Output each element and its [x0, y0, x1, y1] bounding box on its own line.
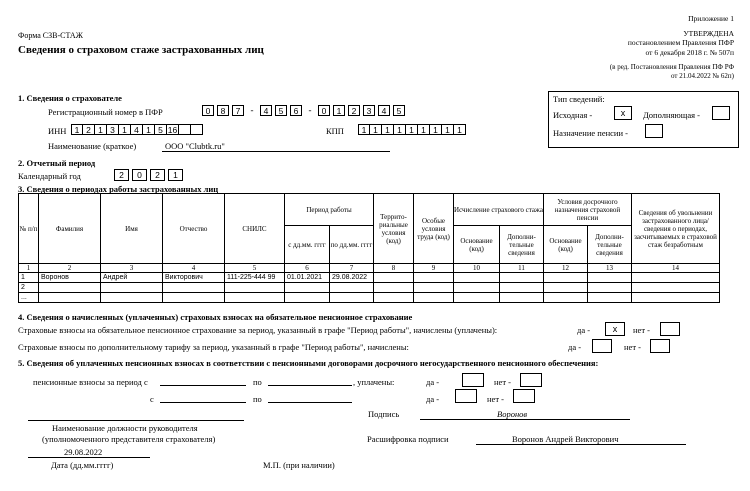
reg-number-label: Регистрационный номер в ПФР	[48, 107, 163, 117]
column-number: 6	[285, 264, 330, 273]
s5-yes-checkbox-1[interactable]	[462, 373, 484, 387]
page-title: Сведения о страховом стаже застрахованных лиц	[18, 44, 264, 56]
table-cell[interactable]	[39, 283, 101, 293]
column-numbers-row	[19, 264, 720, 273]
table-cell[interactable]: Андрей	[101, 273, 163, 283]
col-early-basis: Основание (код)	[544, 226, 588, 264]
inn-digit-cell: 5	[155, 124, 167, 135]
table-cell[interactable]	[588, 293, 632, 303]
section4-line1: Страховые взносы на обязательное пенсионное страхование за период, указанный в графе "Период работы", начислены (уплачены):	[18, 325, 498, 335]
table-cell[interactable]	[544, 273, 588, 283]
inn-digit-cell: 16	[167, 125, 178, 135]
info-pension-label: Назначение пенсии -	[553, 128, 628, 138]
s4-line1-yes-checkbox[interactable]: x	[605, 322, 625, 336]
col-early: Условия досрочного назначения страховой пенсии	[544, 194, 632, 226]
column-number: 13	[588, 264, 632, 273]
inn-digit-cell: 1	[95, 124, 107, 135]
col-from: с дд.мм. гггг	[285, 226, 330, 264]
inn-field[interactable]	[71, 124, 203, 135]
table-cell[interactable]	[285, 293, 330, 303]
kpp-field[interactable]	[358, 124, 466, 135]
table-cell[interactable]: ...	[19, 293, 39, 303]
decode-value[interactable]: Воронов Андрей Викторович	[512, 434, 619, 444]
date-label: Дата (дд.мм.гггг)	[51, 460, 114, 470]
inn-digit-cell: 1	[119, 124, 131, 135]
s4-line2-no-label: нет -	[624, 342, 641, 352]
section5-heading: 5. Сведения об уплаченных пенсионных взносах в соответствии с пенсионными договорами досрочного негосударственного пенсионного обеспечения:	[18, 358, 599, 368]
org-name-value[interactable]: ООО "Clubtk.ru"	[165, 141, 225, 151]
s5-yes-checkbox-2[interactable]	[455, 389, 477, 403]
s5-to-input-1[interactable]	[268, 385, 352, 386]
section2-heading: 2. Отчетный период	[18, 158, 96, 168]
col-snils: СНИЛС	[225, 194, 285, 264]
s5-no-checkbox-2[interactable]	[513, 389, 535, 403]
stamp-label: М.П. (при наличии)	[263, 460, 335, 470]
work-periods-table	[18, 193, 720, 303]
inn-digit-cell: 2	[83, 124, 95, 135]
kpp-digit-cell: 1	[394, 124, 406, 135]
year-digit-cell: 2	[150, 169, 165, 181]
table-cell[interactable]	[101, 293, 163, 303]
table-cell[interactable]: 2	[19, 283, 39, 293]
table-cell[interactable]	[101, 283, 163, 293]
col-calc-basis: Основание (код)	[454, 226, 500, 264]
section4-line2: Страховые взносы по дополнительному тарифу за период, указанный в графе "Период работы", начислены:	[18, 342, 409, 352]
year-field[interactable]	[114, 169, 186, 181]
kpp-digit-cell: 1	[406, 124, 418, 135]
table-cell[interactable]	[454, 273, 500, 283]
reg-digit-cell: 1	[333, 105, 345, 116]
position-label: Наименование должности руководителя	[52, 423, 198, 433]
info-additional-label: Дополняющая -	[643, 110, 700, 120]
table-cell[interactable]	[225, 283, 285, 293]
section1-heading: 1. Сведения о страхователе	[18, 93, 122, 103]
kpp-digit-cell: 1	[370, 124, 382, 135]
table-cell[interactable]	[632, 273, 720, 283]
table-cell[interactable]	[414, 273, 454, 283]
kpp-digit-cell: 1	[358, 124, 370, 135]
table-cell[interactable]	[330, 293, 374, 303]
table-cell[interactable]	[374, 283, 414, 293]
table-cell[interactable]: 111-225-444 99	[225, 273, 285, 283]
decode-label: Расшифровка подписи	[367, 434, 449, 444]
table-cell[interactable]	[500, 273, 544, 283]
column-number: 14	[632, 264, 720, 273]
kpp-digit-cell: 1	[454, 124, 466, 135]
table-row	[19, 293, 720, 303]
column-number: 7	[330, 264, 374, 273]
year-digit-cell: 2	[114, 169, 129, 181]
signature-underline	[420, 419, 630, 420]
kpp-digit-cell: 1	[442, 124, 454, 135]
s5-paid-label: , уплачены:	[353, 377, 395, 387]
s5-from-label-2: с	[150, 394, 154, 404]
reg-digit-cell: 8	[217, 105, 229, 116]
table-cell[interactable]	[500, 283, 544, 293]
col-calc: Исчисление страхового стажа	[454, 194, 544, 226]
year-digit-cell: 0	[132, 169, 147, 181]
reg-digit-cell: 5	[393, 105, 405, 116]
s5-from-input-1[interactable]	[160, 385, 246, 386]
info-initial-checkbox[interactable]: x	[614, 106, 632, 120]
decode-underline	[476, 444, 686, 445]
section4-heading: 4. Сведения о начисленных (уплаченных) страховых взносах на обязательное пенсионное страхование	[18, 312, 413, 322]
kpp-digit-cell: 1	[418, 124, 430, 135]
table-cell[interactable]	[544, 283, 588, 293]
reg-number-field[interactable]	[202, 105, 408, 116]
table-cell[interactable]	[374, 273, 414, 283]
date-underline	[28, 457, 150, 458]
table-cell[interactable]	[163, 283, 225, 293]
signature-value[interactable]: Воронов	[497, 409, 528, 419]
reg-digit-cell: 4	[378, 105, 390, 116]
column-number: 12	[544, 264, 588, 273]
reg-digit-cell: 6	[290, 105, 302, 116]
s4-line2-yes-checkbox[interactable]	[592, 339, 612, 353]
signature-label: Подпись	[368, 409, 400, 419]
reg-digit-cell: 2	[348, 105, 360, 116]
table-cell[interactable]	[632, 283, 720, 293]
date-value[interactable]: 29.08.2022	[64, 447, 103, 457]
kpp-digit-cell: 1	[430, 124, 442, 135]
inn-label: ИНН	[48, 126, 67, 136]
s5-to-input-2[interactable]	[268, 402, 352, 403]
kpp-label: КПП	[326, 126, 344, 136]
inn-digit-cell: 1	[143, 124, 155, 135]
s4-line1-no-checkbox[interactable]	[660, 322, 680, 336]
table-cell[interactable]	[454, 283, 500, 293]
table-cell[interactable]: 01.01.2021	[285, 273, 330, 283]
col-dismissal: Сведения об увольнении застрахованного лица/ сведения о периодах, засчитываемых в страховой стаж безработным	[632, 194, 720, 264]
s4-line2-yes-label: да -	[568, 342, 582, 352]
table-cell[interactable]	[330, 283, 374, 293]
column-number: 1	[19, 264, 39, 273]
approved-label: УТВЕРЖДЕНА	[683, 29, 734, 38]
s4-line1-no-label: нет -	[633, 325, 650, 335]
table-cell[interactable]	[588, 273, 632, 283]
reg-number-separator: -	[250, 105, 254, 115]
col-period: Период работы	[285, 194, 374, 226]
col-special: Особые условия труда (код)	[414, 194, 454, 264]
inn-digit-cell	[179, 124, 191, 135]
column-number: 2	[39, 264, 101, 273]
table-cell[interactable]: Воронов	[39, 273, 101, 283]
column-number: 5	[225, 264, 285, 273]
info-initial-label: Исходная -	[553, 110, 593, 120]
edition-label: (в ред. Постановления Правления ПФ РФ	[609, 63, 734, 71]
table-cell[interactable]: 1	[19, 273, 39, 283]
reg-number-separator: -	[308, 105, 312, 115]
inn-digit-cell: 1	[71, 124, 83, 135]
col-num: № п/п	[19, 194, 39, 264]
col-calc-extra: Дополни-тельные сведения	[500, 226, 544, 264]
reg-digit-cell: 0	[202, 105, 214, 116]
table-cell[interactable]	[544, 293, 588, 303]
reg-digit-cell: 7	[232, 105, 244, 116]
table-cell[interactable]	[374, 293, 414, 303]
s5-yes-label-2: да -	[426, 394, 440, 404]
s5-paid-from-label: пенсионные взносы за период с	[33, 377, 148, 387]
s4-line1-yes-label: да -	[577, 325, 591, 335]
reg-digit-cell: 5	[275, 105, 287, 116]
table-cell[interactable]	[588, 283, 632, 293]
table-cell[interactable]	[163, 293, 225, 303]
org-name-underline	[162, 151, 390, 152]
table-cell[interactable]	[39, 293, 101, 303]
table-row	[19, 283, 720, 293]
inn-digit-cell	[191, 124, 203, 135]
inn-digit-cell: 3	[107, 124, 119, 135]
inn-digit-cell: 4	[131, 124, 143, 135]
s4-line2-no-checkbox[interactable]	[650, 339, 670, 353]
s5-from-input-2[interactable]	[160, 402, 246, 403]
appendix-label: Приложение 1	[688, 14, 734, 23]
position-underline	[28, 420, 244, 421]
section3-heading: 3. Сведения о периодах работы застрахованных лиц	[18, 184, 219, 194]
year-digit-cell: 1	[168, 169, 183, 181]
position-sub-label: (уполномоченного представителя страхователя)	[42, 434, 216, 444]
s5-no-checkbox-1[interactable]	[520, 373, 542, 387]
s5-no-label-1: нет -	[494, 377, 511, 387]
s5-yes-label-1: да -	[426, 377, 440, 387]
year-label: Календарный год	[18, 171, 81, 181]
column-number: 3	[101, 264, 163, 273]
col-to: по дд.мм. гггг	[330, 226, 374, 264]
column-number: 4	[163, 264, 225, 273]
s5-to-label-1: по	[253, 377, 262, 387]
col-territory: Террито-риальные условия (код)	[374, 194, 414, 264]
col-patronymic: Отчество	[163, 194, 225, 264]
table-cell[interactable]	[500, 293, 544, 303]
col-early-extra: Дополни-тельные сведения	[588, 226, 632, 264]
info-type-title: Тип сведений:	[553, 94, 605, 104]
reg-digit-cell: 3	[363, 105, 375, 116]
table-cell[interactable]	[414, 283, 454, 293]
column-number: 10	[454, 264, 500, 273]
s5-no-label-2: нет -	[487, 394, 504, 404]
col-surname: Фамилия	[39, 194, 101, 264]
column-number: 9	[414, 264, 454, 273]
kpp-digit-cell: 1	[382, 124, 394, 135]
table-cell[interactable]	[285, 283, 330, 293]
edition-date: от 21.04.2022 № 62п)	[671, 72, 734, 80]
table-row	[19, 273, 720, 283]
table-cell[interactable]: Викторович	[163, 273, 225, 283]
table-cell[interactable]	[632, 293, 720, 303]
column-number: 8	[374, 264, 414, 273]
org-name-label: Наименование (краткое)	[48, 141, 137, 151]
approved-by: постановлением Правления ПФР	[627, 38, 734, 47]
s5-to-label-2: по	[253, 394, 262, 404]
form-code: Форма СЗВ-СТАЖ	[18, 31, 83, 40]
info-additional-checkbox[interactable]	[712, 106, 730, 120]
table-cell[interactable]	[225, 293, 285, 303]
table-cell[interactable]	[454, 293, 500, 303]
approved-date: от 6 декабря 2018 г. № 507п	[645, 48, 734, 57]
reg-digit-cell: 4	[260, 105, 272, 116]
reg-digit-cell: 0	[318, 105, 330, 116]
info-pension-checkbox[interactable]	[645, 124, 663, 138]
table-cell[interactable]: 29.08.2022	[330, 273, 374, 283]
table-cell[interactable]	[414, 293, 454, 303]
col-name: Имя	[101, 194, 163, 264]
column-number: 11	[500, 264, 544, 273]
